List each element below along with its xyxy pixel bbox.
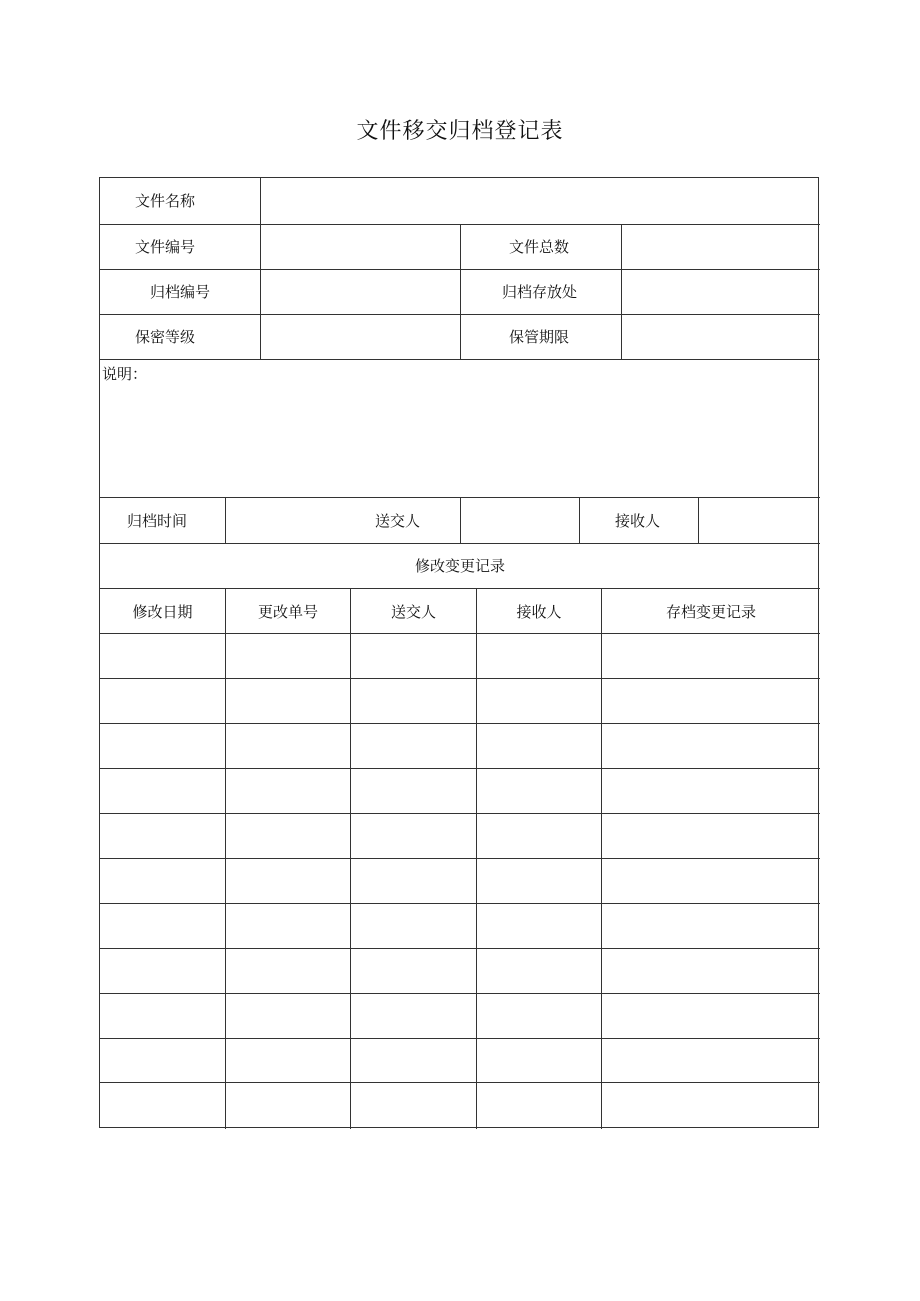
change-record-cell[interactable] (477, 634, 601, 678)
doc-number-label: 文件编号 (135, 238, 196, 256)
change-record-cell[interactable] (602, 814, 819, 858)
col-header-sender: 送交人 (390, 603, 436, 621)
change-record-cell[interactable] (226, 859, 350, 903)
change-record-cell[interactable] (602, 859, 819, 903)
change-record-cell[interactable] (602, 949, 819, 993)
change-record-cell[interactable] (602, 724, 819, 768)
change-record-cell[interactable] (226, 1083, 350, 1127)
doc-number-field[interactable] (261, 225, 459, 269)
change-record-cell[interactable] (226, 679, 350, 723)
retention-field[interactable] (622, 315, 819, 359)
receiver-field[interactable] (699, 498, 819, 543)
archive-location-field[interactable] (622, 270, 819, 314)
change-record-cell[interactable] (351, 769, 476, 813)
change-record-cell[interactable] (477, 1083, 601, 1127)
change-record-cell[interactable] (100, 994, 225, 1038)
col-header-change-no: 更改单号 (257, 603, 318, 621)
change-record-cell[interactable] (351, 1083, 476, 1127)
change-record-cell[interactable] (100, 814, 225, 858)
change-record-cell[interactable] (602, 904, 819, 948)
col-header-change-date: 修改日期 (132, 603, 193, 621)
secrecy-level-label: 保密等级 (135, 328, 196, 346)
change-record-cell[interactable] (100, 634, 225, 678)
change-record-cell[interactable] (351, 949, 476, 993)
change-record-cell[interactable] (351, 904, 476, 948)
change-record-cell[interactable] (100, 904, 225, 948)
receiver-label: 接收人 (615, 512, 661, 530)
doc-total-label: 文件总数 (509, 238, 570, 256)
sender-label: 送交人 (375, 512, 421, 530)
change-record-cell[interactable] (351, 1039, 476, 1082)
archive-location-label: 归档存放处 (502, 283, 578, 301)
change-record-cell[interactable] (226, 769, 350, 813)
change-record-cell[interactable] (477, 724, 601, 768)
change-record-cell[interactable] (602, 634, 819, 678)
change-record-cell[interactable] (477, 949, 601, 993)
change-record-cell[interactable] (100, 859, 225, 903)
change-record-cell[interactable] (351, 634, 476, 678)
change-record-cell[interactable] (477, 769, 601, 813)
change-record-cell[interactable] (226, 634, 350, 678)
col-header-receiver: 接收人 (516, 603, 562, 621)
archive-time-label: 归档时间 (127, 512, 188, 530)
change-record-cell[interactable] (602, 994, 819, 1038)
sender-field[interactable] (461, 498, 578, 543)
change-record-cell[interactable] (100, 769, 225, 813)
col-header-archive-change: 存档变更记录 (665, 603, 756, 621)
change-record-title: 修改变更记录 (414, 557, 505, 575)
change-record-cell[interactable] (100, 679, 225, 723)
archive-time-field[interactable] (226, 498, 376, 543)
registration-form (99, 177, 819, 1128)
archive-number-label: 归档编号 (150, 283, 211, 301)
change-record-cell[interactable] (602, 679, 819, 723)
notes-field[interactable] (100, 360, 819, 497)
change-record-cell[interactable] (226, 1039, 350, 1082)
change-record-cell[interactable] (100, 949, 225, 993)
notes-label: 说明： (102, 365, 148, 383)
change-record-cell[interactable] (351, 679, 476, 723)
change-record-cell[interactable] (226, 994, 350, 1038)
change-record-cell[interactable] (602, 1039, 819, 1082)
change-record-cell[interactable] (226, 724, 350, 768)
doc-name-field[interactable] (261, 179, 819, 223)
change-record-cell[interactable] (351, 859, 476, 903)
change-record-cell[interactable] (100, 1039, 225, 1082)
change-record-cell[interactable] (100, 724, 225, 768)
retention-label: 保管期限 (509, 328, 570, 346)
change-record-cell[interactable] (100, 1083, 225, 1127)
archive-number-field[interactable] (261, 270, 459, 314)
doc-total-field[interactable] (622, 225, 819, 269)
change-record-cell[interactable] (351, 994, 476, 1038)
change-record-cell[interactable] (477, 1039, 601, 1082)
change-record-cell[interactable] (226, 904, 350, 948)
change-record-cell[interactable] (602, 1083, 819, 1127)
change-record-cell[interactable] (477, 679, 601, 723)
change-record-cell[interactable] (351, 814, 476, 858)
form-title: 文件移交归档登记表 (356, 119, 564, 144)
change-record-cell[interactable] (477, 814, 601, 858)
change-record-cell[interactable] (226, 949, 350, 993)
change-record-cell[interactable] (351, 724, 476, 768)
change-record-cell[interactable] (477, 859, 601, 903)
secrecy-level-field[interactable] (261, 315, 459, 359)
change-record-cell[interactable] (477, 904, 601, 948)
change-record-cell[interactable] (477, 994, 601, 1038)
change-record-cell[interactable] (602, 769, 819, 813)
doc-name-label: 文件名称 (135, 192, 196, 210)
change-record-cell[interactable] (226, 814, 350, 858)
